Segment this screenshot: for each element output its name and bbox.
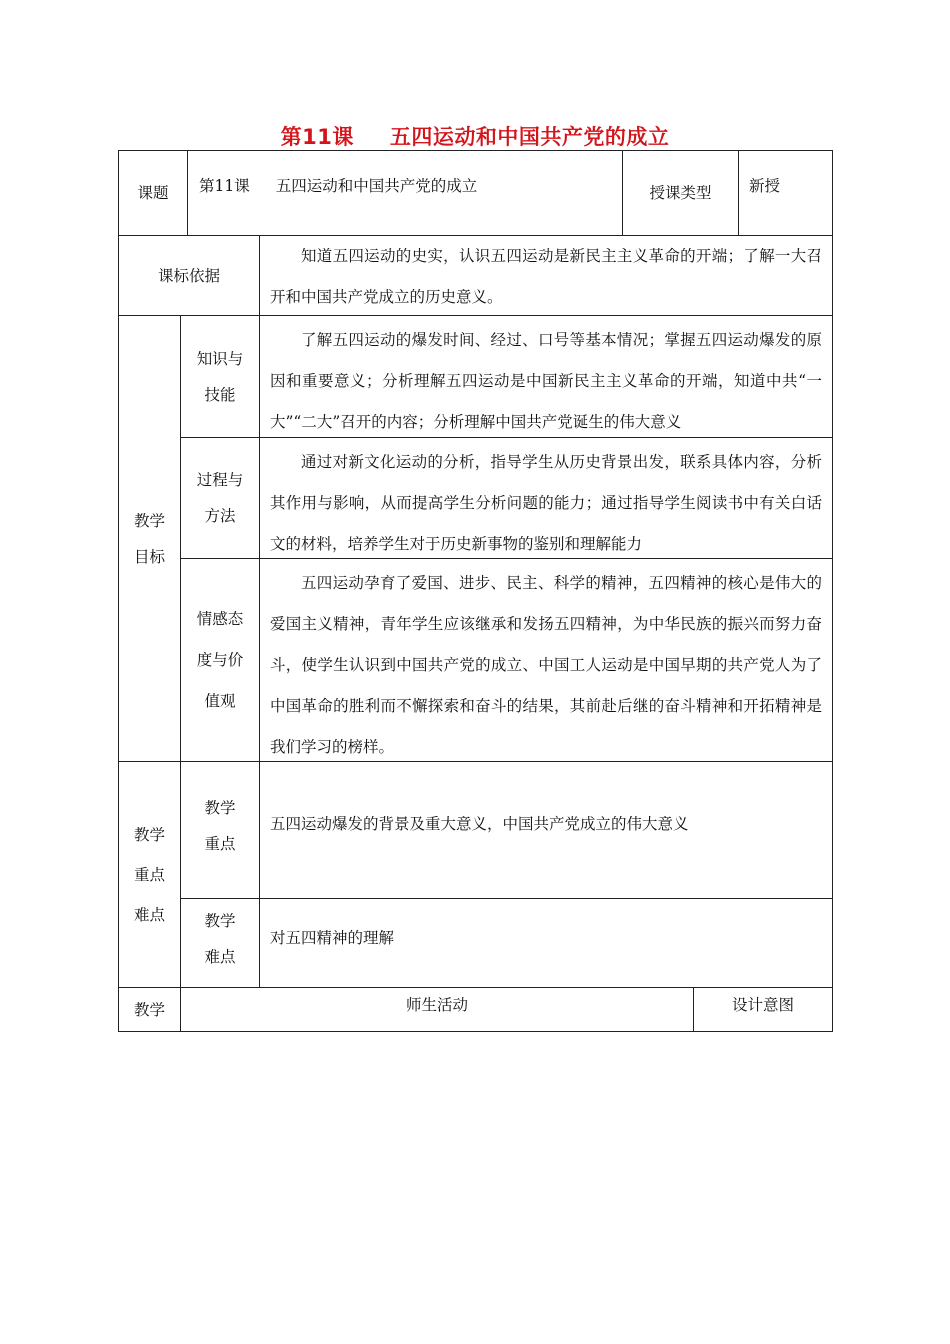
emotion-label-line2: 度与价 [196, 650, 244, 669]
topic-label: 课题 [137, 184, 169, 202]
type-value-cell [738, 150, 833, 236]
knowledge-label-cell [180, 315, 260, 438]
goals-label-cell [118, 315, 181, 762]
key-point-label-line1: 教学 [204, 799, 236, 817]
process-row-label: 教学 [133, 1000, 165, 1019]
type-value: 新授 [749, 177, 781, 195]
design-header: 设计意图 [731, 996, 794, 1014]
title-name: 五四运动和中国共产党的成立 [389, 125, 670, 149]
key-point-content: 五四运动爆发的背景及重大意义，中国共产党成立的伟大意义 [270, 815, 689, 833]
difficulty-content-cell [259, 898, 833, 988]
type-label-cell [622, 150, 739, 236]
knowledge-content: 了解五四运动的爆发时间、经过、口号等基本情况；掌握五四运动爆发的原因和重要意义；分析理解五四运动是中国新民主主义革命的开端，知道中共“一大”“二大”召开的内容；分析理解中国共产党诞生的伟大意义 [270, 331, 822, 431]
process-method-label-line2: 方法 [204, 507, 236, 525]
process-method-label-cell [180, 437, 260, 559]
page-title [0, 121, 950, 151]
emotion-label-cell [180, 558, 260, 762]
topic-name: 五四运动和中国共产党的成立 [275, 177, 478, 195]
topic-lesson: 第11课 [199, 177, 250, 195]
design-header-cell [693, 987, 833, 1032]
difficulty-label-cell [180, 898, 260, 988]
focus-label-line1: 教学 [133, 825, 165, 844]
key-point-content-cell [259, 761, 833, 899]
topic-label-cell [118, 150, 188, 236]
emotion-label-line1: 情感态 [196, 609, 244, 628]
difficulty-label-line2: 难点 [204, 948, 236, 966]
goals-label-line2: 目标 [133, 547, 165, 566]
activity-header-cell [180, 987, 694, 1032]
focus-label-line2: 重点 [133, 865, 165, 884]
title-lesson: 第11课 [280, 125, 354, 149]
activity-header: 师生活动 [405, 996, 468, 1014]
basis-label-cell [118, 235, 260, 316]
type-label: 授课类型 [649, 184, 712, 202]
focus-label-cell [118, 761, 181, 988]
knowledge-content-cell [259, 315, 833, 438]
process-method-label-line1: 过程与 [196, 471, 244, 489]
process-row-label-cell [118, 987, 181, 1032]
emotion-label-line3: 值观 [204, 691, 236, 710]
process-method-content: 通过对新文化运动的分析，指导学生从历史背景出发，联系具体内容，分析其作用与影响，从而提高学生分析问题的能力；通过指导学生阅读书中有关白话文的材料，培养学生对于历史新事物的鉴别和理解能力 [270, 453, 822, 553]
emotion-content: 五四运动孕育了爱国、进步、民主、科学的精神，五四精神的核心是伟大的爱国主义精神，青年学生应该继承和发扬五四精神，为中华民族的振兴而努力奋斗，使学生认识到中国共产党的成立、中国工人运动是中国早期的共产党人为了中国革命的胜利而不懈探索和奋斗的结果，其前赴后继的奋斗精神和开拓精神是我们学习的榜样。 [270, 574, 822, 756]
key-point-label-line2: 重点 [204, 835, 236, 853]
key-point-label-cell [180, 761, 260, 899]
knowledge-label-line2: 技能 [204, 385, 236, 404]
knowledge-label-line1: 知识与 [196, 349, 244, 368]
focus-label-line3: 难点 [133, 905, 165, 924]
basis-label: 课标依据 [157, 266, 220, 285]
emotion-content-cell [259, 558, 833, 762]
process-method-content-cell [259, 437, 833, 559]
goals-label-line1: 教学 [133, 511, 165, 530]
basis-content: 知道五四运动的史实，认识五四运动是新民主主义革命的开端；了解一大召开和中国共产党成立的历史意义。 [270, 247, 822, 306]
basis-content-cell [259, 235, 833, 316]
difficulty-label-line1: 教学 [204, 912, 236, 930]
topic-value-cell [187, 150, 623, 236]
difficulty-content: 对五四精神的理解 [270, 929, 395, 947]
